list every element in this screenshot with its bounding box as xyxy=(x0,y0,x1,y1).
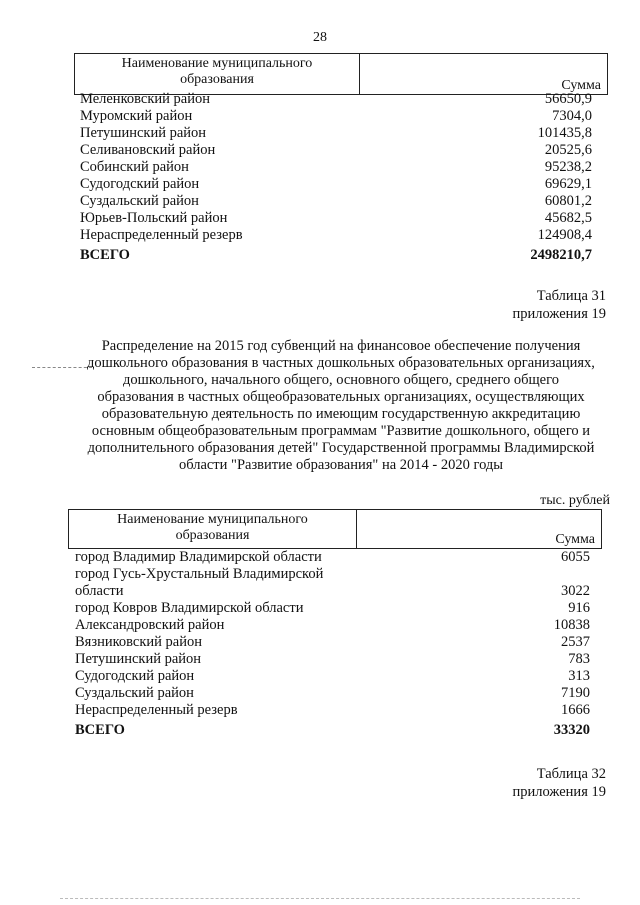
row-value: 20525,6 xyxy=(544,142,592,158)
row-name: город Владимир Владимирской области xyxy=(75,549,322,565)
description-line: дошкольного образования в частных дошкольных образовательных организациях, xyxy=(87,355,595,371)
row-value: 313 xyxy=(568,668,590,684)
table32-label xyxy=(380,765,606,801)
row-name: Собинский район xyxy=(80,159,189,175)
row-value: 60801,2 xyxy=(544,193,592,209)
row-name: Александровский район xyxy=(75,617,225,633)
table2-col-name-text: Наименование муниципального образования xyxy=(117,512,308,543)
table1-col-name-text: Наименование муниципального образования xyxy=(121,56,313,87)
description-line: области "Развитие образования" на 2014 - 2020 годы xyxy=(178,457,504,473)
row-value: 101435,8 xyxy=(537,125,592,141)
table31-label xyxy=(380,287,606,323)
table-description xyxy=(66,338,616,474)
table-row xyxy=(75,617,590,634)
row-value: 1666 xyxy=(561,702,590,718)
table-row xyxy=(80,210,592,227)
row-value: 3022 xyxy=(561,583,590,599)
table-row xyxy=(75,634,590,651)
row-name: Вязниковский район xyxy=(75,634,202,650)
table1-col-sum xyxy=(360,54,607,94)
row-name: Юрьев-Польский район xyxy=(80,210,228,226)
row-name: Петушинский район xyxy=(80,125,207,141)
row-value: 6055 xyxy=(561,549,590,565)
table32-appendix: приложения 19 xyxy=(512,784,606,800)
table31-appendix: приложения 19 xyxy=(512,306,606,322)
row-name: Петушинский район xyxy=(75,651,202,667)
row-value: 7190 xyxy=(561,685,590,701)
table2-body xyxy=(75,549,590,739)
row-name: Нераспределенный резерв xyxy=(80,227,243,243)
row-name: Судогодский район xyxy=(75,668,195,684)
table1-total-row xyxy=(80,247,592,264)
table2-total-row xyxy=(75,722,590,739)
page-number: 28 xyxy=(313,30,327,45)
row-value: 783 xyxy=(568,651,590,667)
description-line: дошкольного, начального общего, основного общего, среднего общего xyxy=(123,372,559,388)
table-row xyxy=(75,600,590,617)
units-label: тыс. рублей xyxy=(540,493,610,508)
row-name: Меленковский район xyxy=(80,91,210,107)
row-value: 7304,0 xyxy=(552,108,592,124)
table31-title: Таблица 31 xyxy=(536,288,606,304)
row-value: 69629,1 xyxy=(544,176,592,192)
row-value: 10838 xyxy=(553,617,590,633)
table-row xyxy=(80,142,592,159)
table-row xyxy=(75,685,590,702)
table-row xyxy=(80,91,592,108)
table-row xyxy=(75,566,590,600)
row-value: 56650,9 xyxy=(544,91,592,107)
row-name: Суздальский район xyxy=(75,685,194,701)
table2-col-name xyxy=(69,510,357,548)
row-value: 95238,2 xyxy=(544,159,592,175)
description-line: образования в частных общеобразовательных организациях, осуществляющих xyxy=(97,389,585,405)
table-row xyxy=(75,702,590,719)
row-name: Нераспределенный резерв xyxy=(75,702,238,718)
total-label: ВСЕГО xyxy=(75,722,125,738)
table1-col-sum-text: Сумма xyxy=(561,78,601,93)
table1-body xyxy=(80,91,592,264)
total-label: ВСЕГО xyxy=(80,247,130,263)
table1-col-name xyxy=(75,54,360,94)
row-name: город Ковров Владимирской области xyxy=(75,600,304,616)
description-line: дополнительного образования детей" Государственной программы Владимирской xyxy=(87,440,595,456)
row-value: 45682,5 xyxy=(544,210,592,226)
description-line: Распределение на 2015 год субвенций на финансовое обеспечение получения xyxy=(101,338,581,354)
total-value: 2498210,7 xyxy=(530,247,592,263)
row-name xyxy=(75,566,323,600)
table-row xyxy=(80,176,592,193)
row-value: 124908,4 xyxy=(537,227,592,243)
table-row xyxy=(80,108,592,125)
row-value: 2537 xyxy=(561,634,590,650)
description-line: основным общеобразовательным программам "Развитие дошкольного, общего и xyxy=(91,423,591,439)
scan-mark xyxy=(60,898,580,899)
table2-header xyxy=(68,509,602,549)
table-row xyxy=(80,193,592,210)
table1-header xyxy=(74,53,608,95)
row-name-line2: области xyxy=(75,583,124,599)
total-value: 33320 xyxy=(553,722,590,738)
table-row xyxy=(75,549,590,566)
table-row xyxy=(75,668,590,685)
row-name: Суздальский район xyxy=(80,193,199,209)
row-value: 916 xyxy=(568,600,590,616)
row-name: Муромский район xyxy=(80,108,193,124)
table-row xyxy=(80,159,592,176)
table-row xyxy=(80,227,592,244)
row-name-line1: город Гусь-Хрустальный Владимирской xyxy=(75,566,324,582)
row-name: Селивановский район xyxy=(80,142,216,158)
row-name: Судогодский район xyxy=(80,176,200,192)
table32-title: Таблица 32 xyxy=(536,766,606,782)
table2-col-sum xyxy=(357,510,601,548)
table-row xyxy=(80,125,592,142)
table-row xyxy=(75,651,590,668)
description-line: образовательную деятельность по имеющим государственную аккредитацию xyxy=(101,406,581,422)
table2-col-sum-text: Сумма xyxy=(555,532,595,547)
